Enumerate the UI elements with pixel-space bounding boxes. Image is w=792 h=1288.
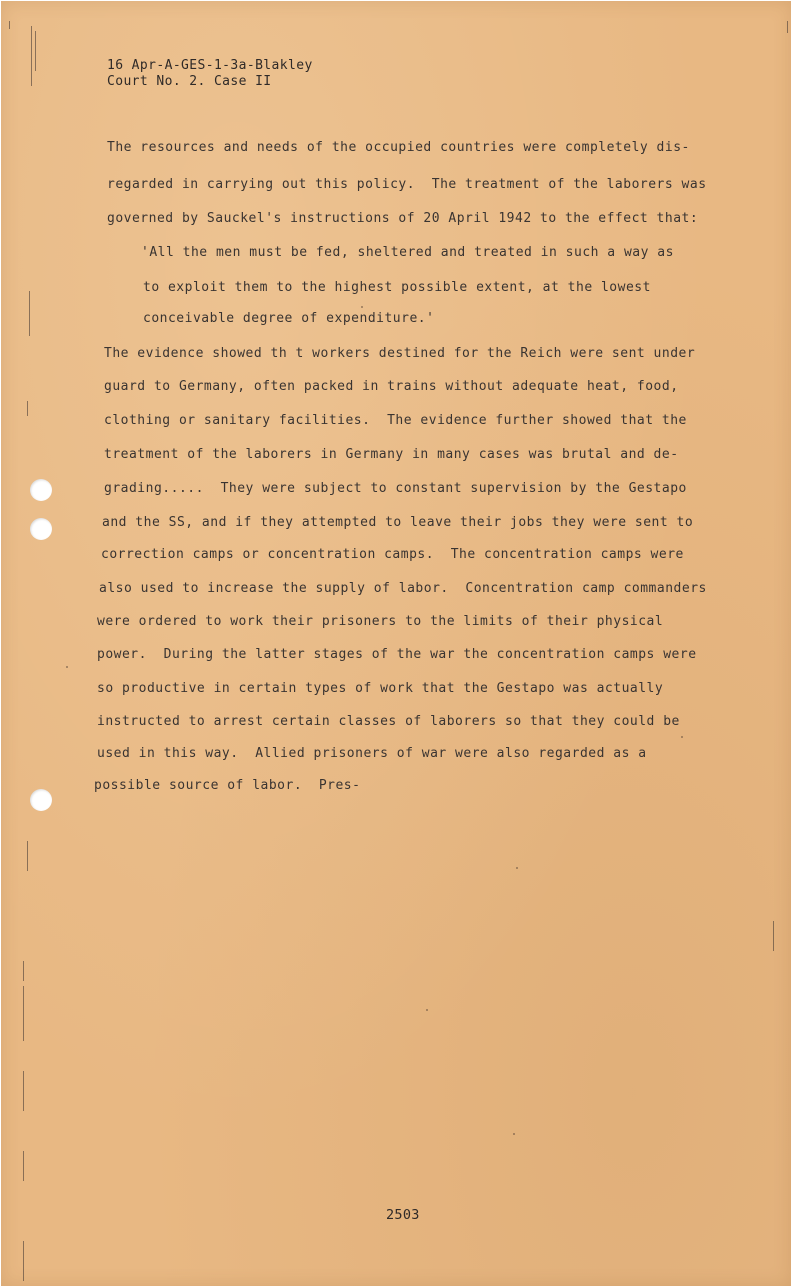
body-line: so productive in certain types of work that the Gestapo was actually bbox=[97, 681, 664, 696]
body-line: treatment of the laborers in Germany in many cases was brutal and de- bbox=[104, 447, 679, 462]
court-case-label: Court No. 2. Case II bbox=[107, 74, 272, 89]
body-line: regarded in carrying out this policy. The treatment of the laborers was bbox=[107, 177, 707, 192]
punch-hole-bottom bbox=[30, 789, 52, 811]
body-line: grading..... They were subject to constant supervision by the Gestapo bbox=[104, 481, 687, 496]
binding-mark bbox=[787, 21, 788, 33]
paper-speck bbox=[681, 736, 683, 738]
binding-mark bbox=[35, 31, 36, 71]
binding-mark bbox=[31, 26, 32, 86]
binding-mark bbox=[27, 401, 28, 416]
binding-mark bbox=[23, 986, 24, 1041]
binding-mark bbox=[23, 961, 24, 981]
quote-line: to exploit them to the highest possible extent, at the lowest bbox=[143, 280, 651, 295]
paper-speck bbox=[513, 1133, 515, 1135]
paper-speck bbox=[66, 666, 68, 668]
document-reference: 16 Apr-A-GES-1-3a-Blakley bbox=[107, 58, 313, 73]
body-line: correction camps or concentration camps. The concentration camps were bbox=[101, 547, 684, 562]
body-line: The resources and needs of the occupied countries were completely dis- bbox=[107, 140, 690, 155]
body-line: The evidence showed th t workers destined for the Reich were sent under bbox=[104, 346, 696, 361]
binding-mark bbox=[23, 1151, 24, 1181]
paper-speck bbox=[516, 867, 518, 869]
punch-hole-top bbox=[30, 479, 52, 501]
binding-mark bbox=[9, 21, 10, 29]
paper-speck bbox=[361, 306, 363, 308]
quote-line: 'All the men must be fed, sheltered and treated in such a way as bbox=[141, 245, 674, 260]
body-line: possible source of labor. Pres- bbox=[94, 778, 361, 793]
body-line: guard to Germany, often packed in trains without adequate heat, food, bbox=[104, 379, 679, 394]
document-page bbox=[1, 1, 791, 1286]
body-line: clothing or sanitary facilities. The evidence further showed that the bbox=[104, 413, 687, 428]
binding-mark bbox=[29, 291, 30, 336]
paper-speck bbox=[426, 1009, 428, 1011]
page-number: 2503 bbox=[386, 1207, 420, 1223]
quote-line: conceivable degree of expenditure.' bbox=[143, 311, 435, 326]
binding-mark bbox=[23, 1241, 24, 1281]
body-line: were ordered to work their prisoners to the limits of their physical bbox=[97, 614, 664, 629]
body-line: used in this way. Allied prisoners of war were also regarded as a bbox=[97, 746, 647, 761]
body-line: and the SS, and if they attempted to leave their jobs they were sent to bbox=[102, 515, 694, 530]
body-line: power. During the latter stages of the war the concentration camps were bbox=[97, 647, 697, 662]
binding-mark bbox=[23, 1071, 24, 1111]
body-line: also used to increase the supply of labor. Concentration camp commanders bbox=[99, 581, 707, 596]
binding-mark bbox=[773, 921, 774, 951]
binding-mark bbox=[27, 841, 28, 871]
punch-hole-middle bbox=[30, 518, 52, 540]
body-line: instructed to arrest certain classes of laborers so that they could be bbox=[97, 714, 680, 729]
body-line: governed by Sauckel's instructions of 20 April 1942 to the effect that: bbox=[107, 211, 699, 226]
